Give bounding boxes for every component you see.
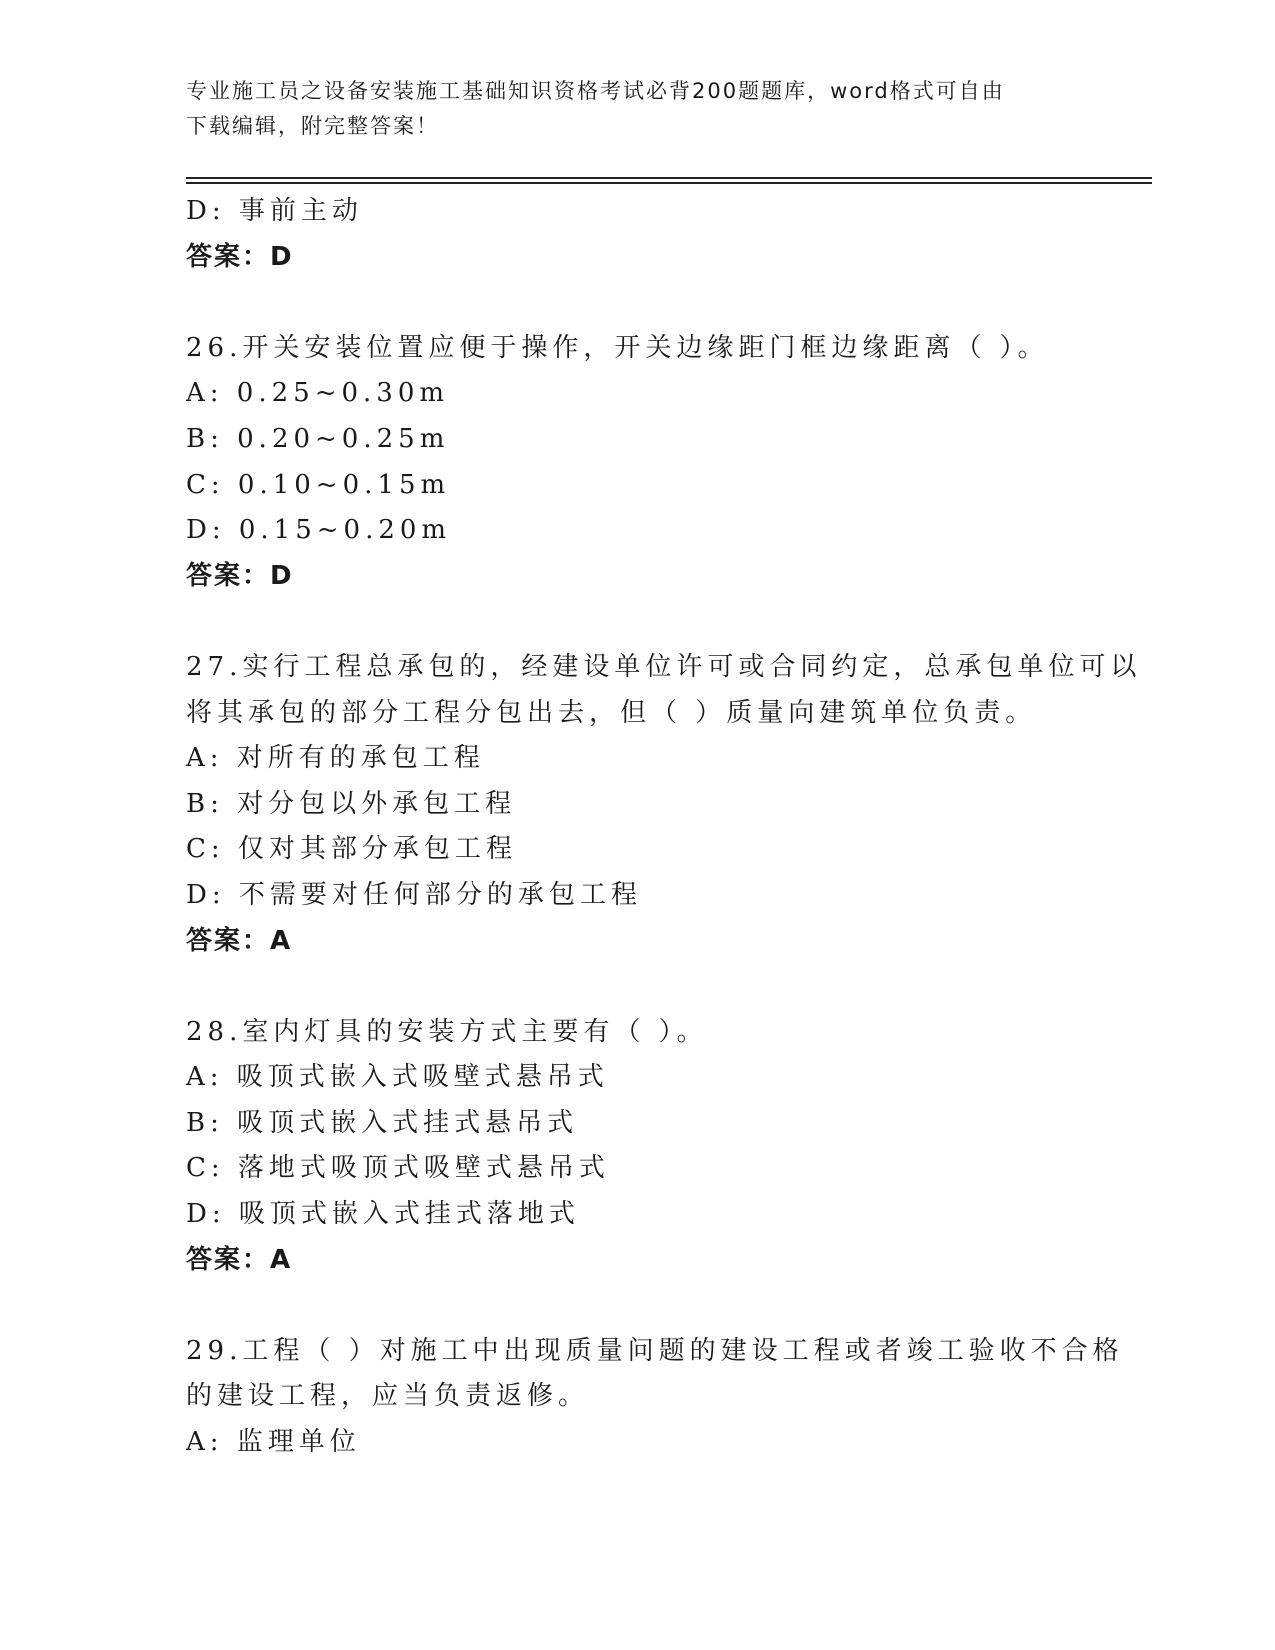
header-divider-bottom xyxy=(186,182,1152,184)
answer-line: 答案：D xyxy=(186,241,294,272)
question-list xyxy=(186,189,1142,1466)
spacer xyxy=(186,1283,1086,1329)
question-stem: 28.室内灯具的安装方式主要有（ ）。 xyxy=(186,1016,708,1047)
question-27 xyxy=(186,645,1142,964)
header-divider-top xyxy=(186,177,1152,179)
option-a: A: 吸顶式嵌入式吸壁式悬吊式 xyxy=(186,1062,609,1093)
answer-line: 答案：A xyxy=(186,1244,293,1275)
option-d: D: 吸顶式嵌入式挂式落地式 xyxy=(186,1199,580,1230)
option-b: B: 0.20~0.25m xyxy=(186,423,450,454)
option-b: B: 吸顶式嵌入式挂式悬吊式 xyxy=(186,1107,579,1138)
option-c: C: 0.10~0.15m xyxy=(186,469,451,500)
question-26 xyxy=(186,326,1086,600)
answer-line: 答案：D xyxy=(186,560,294,591)
question-stem: 26.开关安装位置应便于操作，开关边缘距门框边缘距离（ ）。 xyxy=(186,332,1049,363)
spacer xyxy=(186,599,1086,645)
question-stem-continued: 将其承包的部分工程分包出去，但（ ）质量向建筑单位负责。 xyxy=(186,697,1037,728)
header-line-1: 专业施工员之设备安装施工基础知识资格考试必背200题题库，word格式可自由 xyxy=(186,79,1005,103)
question-29 xyxy=(186,1329,1124,1466)
option-a: A: 监理单位 xyxy=(186,1427,361,1458)
option-d: D: 0.15~0.20m xyxy=(186,515,452,546)
answer-line: 答案：A xyxy=(186,925,293,956)
question-stem-continued: 的建设工程，应当负责返修。 xyxy=(186,1381,590,1412)
question-28 xyxy=(186,1010,1086,1284)
option-c: C: 仅对其部分承包工程 xyxy=(186,834,517,865)
header-line-2: 下载编辑，附完整答案！ xyxy=(186,114,439,138)
option-c: C: 落地式吸顶式吸壁式悬吊式 xyxy=(186,1153,610,1184)
option-d: D: 事前主动 xyxy=(186,196,363,226)
spacer xyxy=(186,964,1086,1010)
question-stem: 29.工程（ ）对施工中出现质量问题的建设工程或者竣工验收不合格 xyxy=(186,1335,1124,1366)
question-stem: 27.实行工程总承包的，经建设单位许可或合同约定，总承包单位可以 xyxy=(186,651,1142,682)
spacer xyxy=(186,280,1086,326)
option-a: A: 0.25~0.30m xyxy=(186,378,450,409)
option-d: D: 不需要对任何部分的承包工程 xyxy=(186,879,642,910)
option-b: B: 对分包以外承包工程 xyxy=(186,788,517,819)
option-a: A: 对所有的承包工程 xyxy=(186,743,485,774)
document-header xyxy=(186,74,1086,144)
